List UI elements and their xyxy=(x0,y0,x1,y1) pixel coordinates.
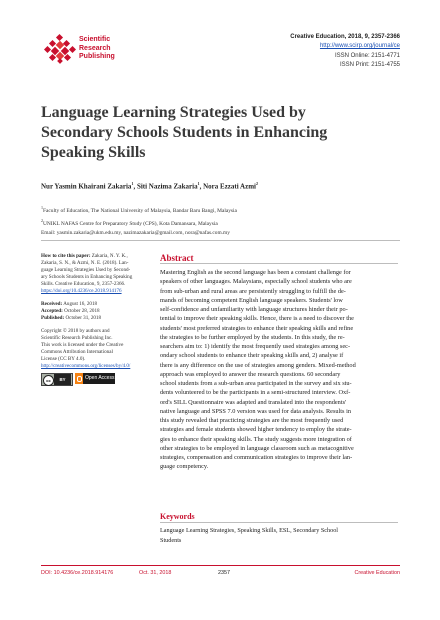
received-date: August 16, 2018 xyxy=(63,301,98,307)
title-line: Language Learning Strategies Used by xyxy=(41,104,306,121)
keywords-divider xyxy=(160,522,398,523)
issn-online: ISSN Online: 2151-4771 xyxy=(334,52,400,59)
issn-print: ISSN Print: 2151-4755 xyxy=(339,62,400,69)
publisher-name xyxy=(79,36,115,62)
author-name: Nora Ezzati Azmi xyxy=(203,182,256,191)
cc-icon: cc xyxy=(43,375,54,386)
affiliation: $^1$Faculty of Education, The National University of Malaysia, Bandar Baru Bangi, Malaysia xyxy=(41,205,237,214)
accepted-date: October 28, 2018 xyxy=(64,308,100,314)
license-link[interactable]: http://creativecommons.org/licenses/by/4.0/ xyxy=(41,363,131,369)
copyright-block: Copyright © 2018 by authors and Scientific Research Publishing Inc. This work is licensed under the Creative Commons Attribution International License (CC BY 4.0). http://creativecommons.org/licenses/by/4.0/ xyxy=(41,328,153,370)
abstract-divider xyxy=(160,263,398,264)
cite-label: How to cite this paper: xyxy=(41,253,91,259)
cc-by-badge[interactable] xyxy=(41,373,73,386)
abstract-body: Mastering English as the second language has been a constant challenge for speakers of other languages. Malaysians, especially school students who are from sub-urban and rural areas are persistently struggling to fulfill the de- mands of becoming competent English language speakers. Students' low self-confidence and unfamiliarity with language structures hinder their po- tential to improve their speaking skills. Hence, there is a need to discover the students' most preferred strategies to enhance their speaking skills and refine the strategies to be further employed by the students. In this study, the re- searchers aim to: 1) identify the most frequently used strategies among sec- ondary school students to enhance their speaking skills and, 2) analyse if there is any difference on the use of strategies among genders. Mixed-method approach was employed to answer the research questions. 60 secondary school students from a sub-urban area participated in the survey and six stu- dents volunteered to be the participants in a semi-structured interview. Oxf- ord's SILL Questionnaire was adapted and translated into the respondents' native language and SPSS 7.0 version was used for data analysis. Results in this study revealed that practicing strategies are the most frequently used strategies and female students showed higher tendency to employ the strate- gies to enhance their speaking skills. The study suggests more integration of other strategies to be employed in language classroom such as metacognitive strategies, compensation and communication strategies to improve their lan- guage competency. xyxy=(160,269,356,471)
keywords-body: Language Learning Strategies, Speaking Skills, ESL, Secondary School Students xyxy=(160,527,339,544)
author-affil-mark: 1 xyxy=(131,181,134,186)
publisher-line: Publishing xyxy=(79,53,115,61)
open-access-badge[interactable] xyxy=(75,373,115,384)
author-affil-mark: 2 xyxy=(255,181,258,186)
citation-block: How to cite this paper: Zakaria, N. Y. K., Zakaria, S. N., & Azmi, N. E. (2018). Lan- guage Learning Strategies Used by Second- ary Schools Students in Enhancing Speaking Skills. Creative Education, 9, 2357-2366. https://doi.org/10.4236/ce.2018.914176 xyxy=(41,253,153,295)
article-sidebar xyxy=(41,253,153,385)
affiliations xyxy=(41,203,237,238)
license-badges xyxy=(41,373,153,385)
journal-meta xyxy=(290,33,400,71)
footer-rule xyxy=(41,565,400,566)
journal-citation: Creative Education, 2018, 9, 2357-2366 xyxy=(290,34,400,40)
title-line: Secondary Schools Students in Enhancing xyxy=(41,124,328,141)
scirp-logo-icon xyxy=(44,33,76,65)
open-access-label: Open Access xyxy=(85,375,115,381)
dates-block: Received: August 16, 2018 Accepted: October 28, 2018 Published: October 31, 2018 xyxy=(41,301,102,321)
affiliation: $^2$UNIKL NAFAS Centre for Preparatory Study (CPS), Kota Damansara, Malaysia xyxy=(41,218,218,227)
divider xyxy=(41,240,400,241)
paper-title xyxy=(41,103,401,163)
doi-link[interactable]: https://doi.org/10.4236/ce.2018.914176 xyxy=(41,288,122,294)
abstract-heading: Abstract xyxy=(160,253,194,263)
published-date: October 31, 2018 xyxy=(65,315,102,321)
publisher-line: Research xyxy=(79,44,111,52)
footer-journal: Creative Education xyxy=(354,570,400,576)
footer-date: Oct. 31, 2018 xyxy=(139,570,172,576)
author-name: Siti Nazima Zakaria xyxy=(136,182,198,191)
author-name: Nur Yasmin Khairani Zakaria xyxy=(41,182,132,191)
author-list: Nur Yasmin Khairani Zakaria$^1$, Siti Nazima Zakaria$^1$, Nora Ezzati Azmi$^2$ xyxy=(41,181,258,191)
footer-doi[interactable]: DOI: 10.4236/ce.2018.914176 xyxy=(41,570,114,576)
open-lock-icon xyxy=(75,373,83,384)
email-line: Email: yasmin.zakaria@ukm.edu.my, nazimazakaria@gmail.com, nora@nafas.com.my xyxy=(41,230,230,237)
author-affil-mark: 1 xyxy=(197,181,200,186)
page-number: 2357 xyxy=(218,570,230,576)
by-label: BY xyxy=(54,374,71,385)
publisher-line: Scientific xyxy=(79,36,111,43)
title-line: Speaking Skills xyxy=(41,144,146,161)
journal-url-link[interactable]: http://www.scirp.org/journal/ce xyxy=(319,43,400,50)
keywords-heading: Keywords xyxy=(160,512,195,521)
